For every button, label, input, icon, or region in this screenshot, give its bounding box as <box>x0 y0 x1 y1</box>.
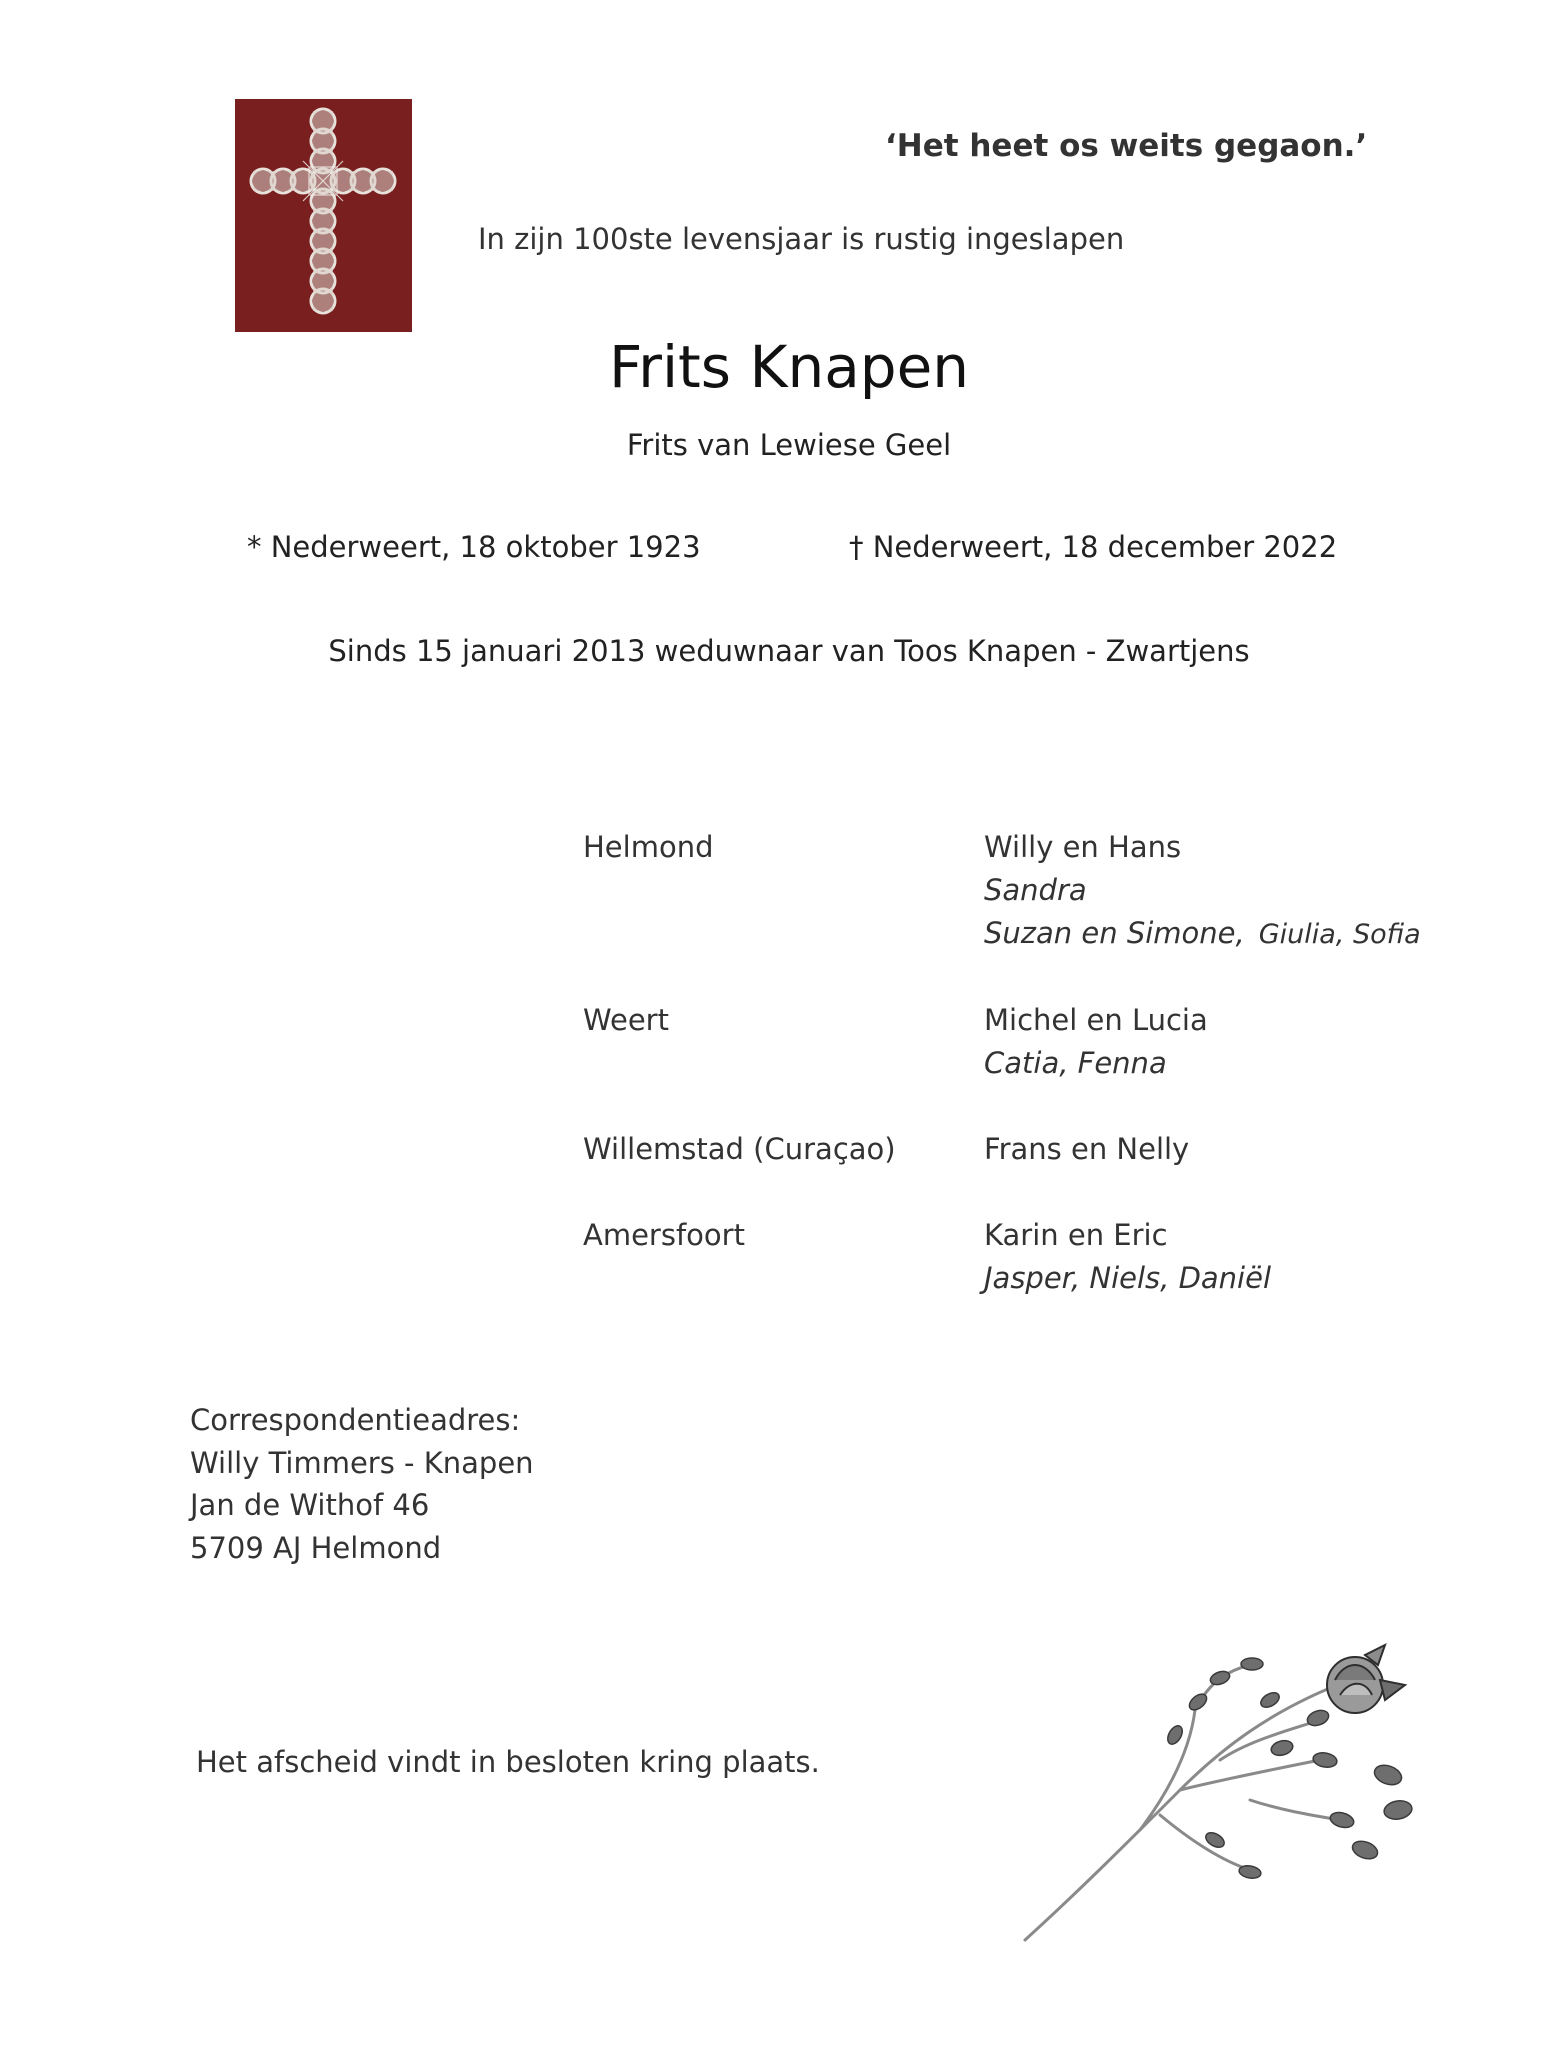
motto-quote: ‘Het heet os weits gegaon.’ <box>885 128 1368 164</box>
address-postal: 5709 AJ Helmond <box>190 1531 442 1565</box>
grandchildren-names: Suzan en Simone, <box>984 916 1245 950</box>
address-street: Jan de Withof 46 <box>190 1488 430 1522</box>
deceased-nickname: Frits van Lewiese Geel <box>626 428 952 462</box>
family-grandchildren <box>984 916 1421 950</box>
family-names: Michel en Lucia <box>984 1003 1208 1037</box>
address-name: Willy Timmers - Knapen <box>190 1446 534 1480</box>
silver-rose-icon <box>1020 1640 1450 1950</box>
lace-cross-icon <box>235 99 412 332</box>
address-label: Correspondentieadres: <box>190 1403 521 1437</box>
family-grandchildren: Sandra <box>984 873 1087 907</box>
birth-date: * Nederweert, 18 oktober 1923 <box>247 530 701 564</box>
family-grandchildren: Jasper, Niels, Daniël <box>984 1261 1272 1295</box>
farewell-text: Het afscheid vindt in besloten kring plaats. <box>196 1745 820 1779</box>
family-names: Karin en Eric <box>984 1218 1168 1252</box>
widower-line: Sinds 15 januari 2013 weduwnaar van Toos Knapen - Zwartjens <box>328 634 1250 668</box>
family-grandchildren: Catia, Fenna <box>984 1046 1167 1080</box>
family-city: Weert <box>583 1003 669 1037</box>
family-names: Willy en Hans <box>984 830 1182 864</box>
family-city: Helmond <box>583 830 714 864</box>
deceased-name: Frits Knapen <box>608 333 970 401</box>
death-date: † Nederweert, 18 december 2022 <box>849 530 1338 564</box>
family-city: Willemstad (Curaçao) <box>583 1132 896 1166</box>
great-grandchildren-names: Giulia, Sofia <box>1258 919 1421 950</box>
intro-text: In zijn 100ste levensjaar is rustig ingeslapen <box>478 222 1125 256</box>
family-names: Frans en Nelly <box>984 1132 1190 1166</box>
family-city: Amersfoort <box>583 1218 745 1252</box>
